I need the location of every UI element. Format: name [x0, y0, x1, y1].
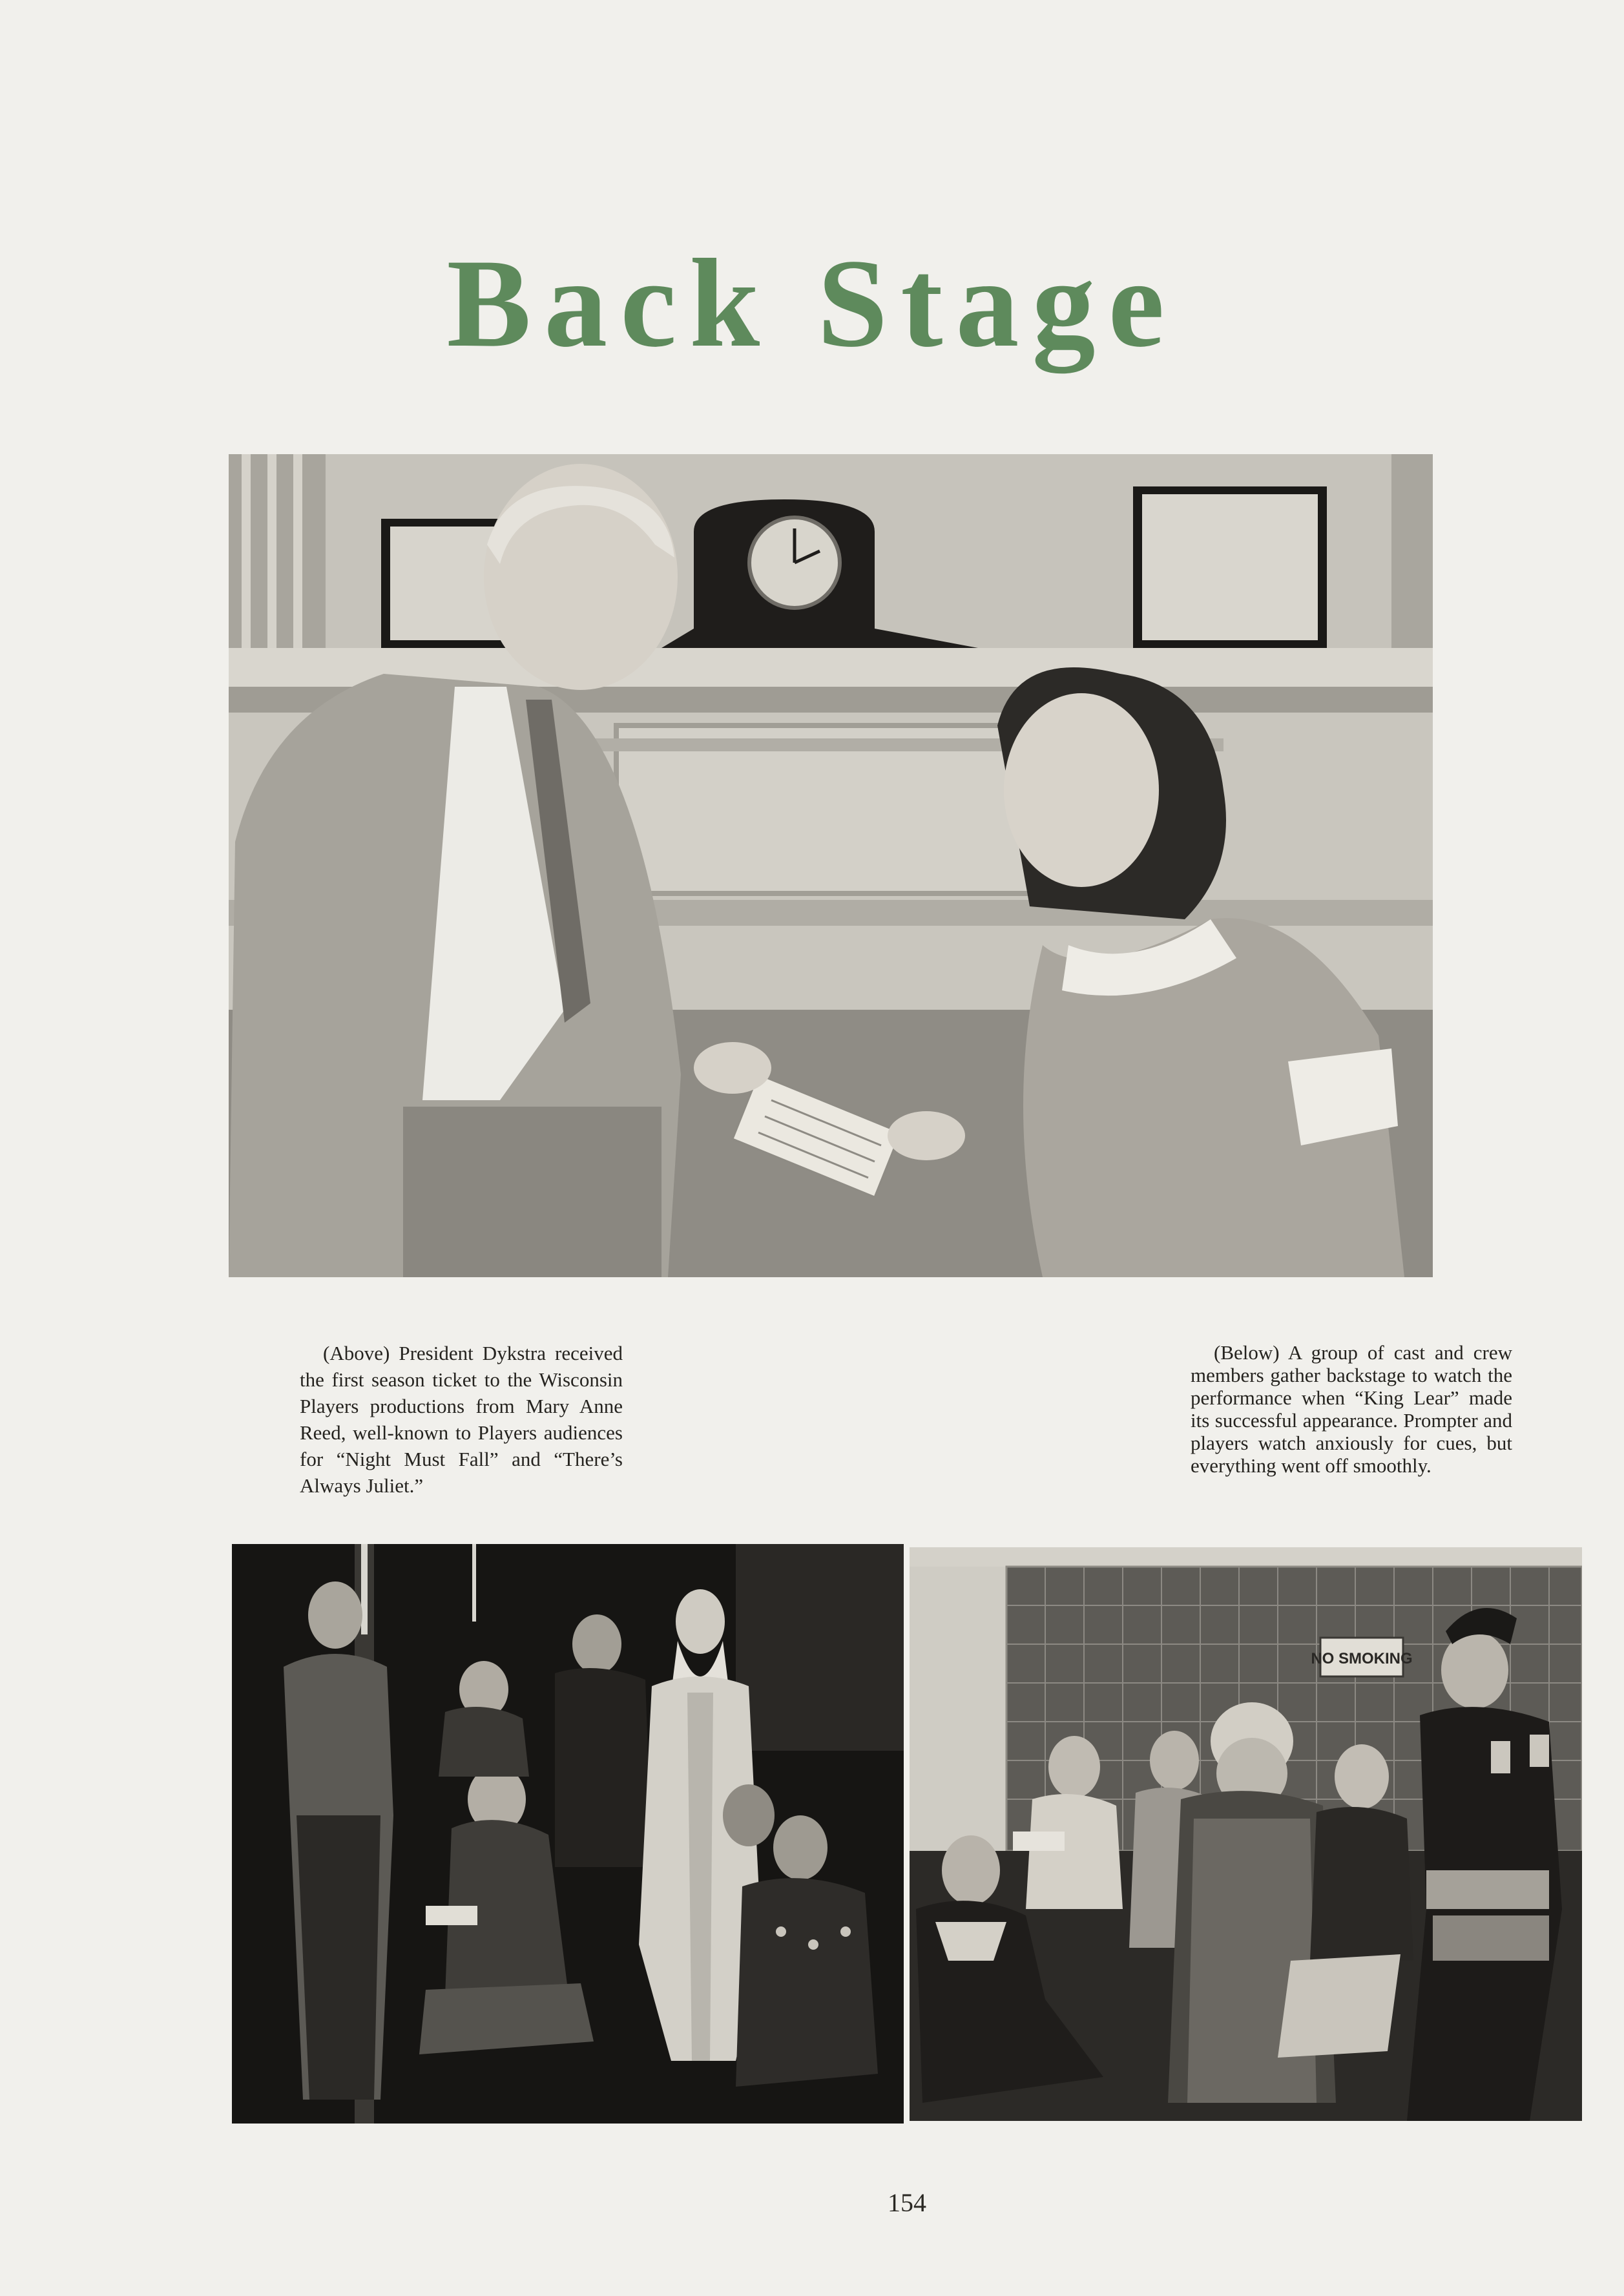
caption-above: (Above) President Dykstra received the first season ticket to the Wisconsin Players productions from Mary Anne Reed, well-known to Players audiences for “Night Must Fall” and “There’s Always Juliet.” [300, 1342, 623, 1497]
caption-below: (Below) A group of cast and crew members gather backstage to watch the performance when “King Lear” made its successful appearance. Prompter and players watch anxiously for cues, but everything went off smoothly. [1191, 1341, 1512, 1477]
no-smoking-sign: NO SMOKING [1311, 1650, 1413, 1667]
page-title: Back Stage [446, 233, 1178, 373]
photo-dykstra-ticket [229, 454, 1433, 1277]
photo-dykstra-ticket-art [229, 454, 1433, 1277]
page-number: 154 [888, 2188, 926, 2217]
photo-cast-backstage-left [232, 1544, 904, 2124]
photo-cast-backstage-right-art [910, 1547, 1582, 2121]
photo-cast-backstage-left-art [232, 1544, 904, 2124]
photo-cast-backstage-right [910, 1547, 1582, 2121]
